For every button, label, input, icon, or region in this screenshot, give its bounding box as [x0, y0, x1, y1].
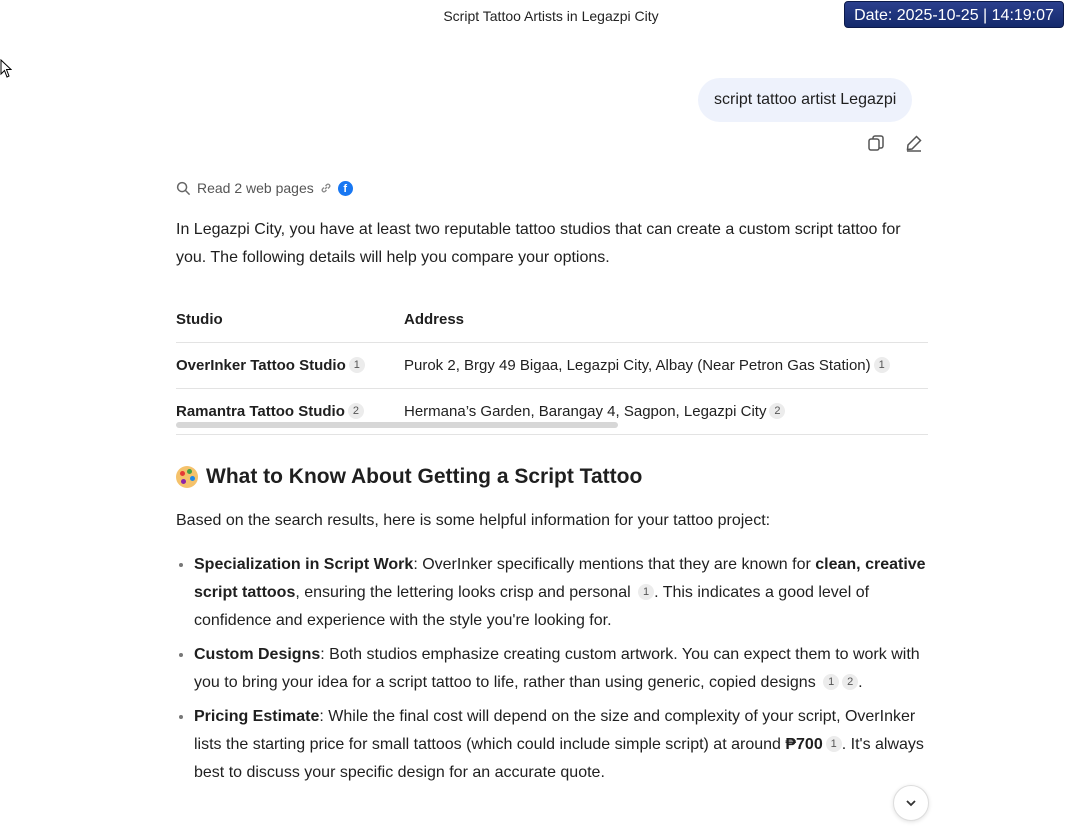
item-title: Custom Designs [194, 646, 321, 663]
item-text: : While the final cost will depend on the size and complexity of your script, OverInker lists the starting price for small tattoos (which could include simple script) at around [194, 708, 916, 753]
table-horizontal-scrollbar[interactable] [176, 422, 928, 428]
list-item [194, 641, 928, 697]
section-heading-text: What to Know About Getting a Script Tattoo [206, 465, 643, 488]
artist-palette-icon [176, 466, 198, 488]
pencil-icon[interactable] [904, 133, 924, 153]
studio-name: OverInker Tattoo Studio [176, 356, 346, 374]
address-cell [404, 343, 928, 389]
user-message-bubble: script tattoo artist Legazpi [698, 78, 912, 122]
item-emphasis: ₱700 [785, 736, 823, 753]
item-text: : Both studios emphasize creating custom artwork. You can expect them to work with you to bring your idea for a script tattoo to life, rather than using generic, copied designs [194, 646, 920, 691]
studio-address: Hermana’s Garden, Barangay 4, Sagpon, Legazpi City [404, 402, 767, 420]
section-intro: Based on the search results, here is some helpful information for your tattoo project: [176, 512, 771, 529]
studio-name: Ramantra Tattoo Studio [176, 402, 345, 420]
scroll-to-bottom-button[interactable] [893, 785, 929, 821]
list-item [194, 551, 928, 635]
citation-badge[interactable]: 2 [348, 403, 364, 419]
table-header-address: Address [404, 298, 928, 343]
date-time-badge: Date: 2025-10-25 | 14:19:07 [844, 1, 1064, 28]
copy-icon[interactable] [866, 133, 886, 153]
table-header-studio: Studio [176, 298, 404, 343]
item-title: Pricing Estimate [194, 708, 320, 725]
citation-badge[interactable]: 1 [826, 736, 842, 752]
item-text: : OverInker specifically mentions that they are known for [413, 556, 816, 573]
citation-badge[interactable]: 2 [769, 403, 785, 419]
section-heading [176, 461, 928, 493]
page-title: Script Tattoo Artists in Legazpi City [443, 8, 659, 24]
sources-label: Read 2 web pages [197, 180, 314, 196]
item-text: . It's always best to discuss your specific design for an accurate quote. [194, 736, 924, 781]
citation-badge[interactable]: 1 [823, 674, 839, 690]
item-title: Specialization in Script Work [194, 556, 414, 573]
citation-badge[interactable]: 1 [349, 357, 365, 373]
mouse-cursor-icon [0, 59, 12, 79]
chevron-down-icon [904, 796, 918, 810]
info-list [176, 551, 928, 787]
studio-address: Purok 2, Brgy 49 Bigaa, Legazpi City, Albay (Near Petron Gas Station) [404, 356, 871, 374]
scrollbar-thumb[interactable] [176, 422, 618, 428]
link-icon [320, 182, 332, 194]
citation-badge[interactable]: 2 [842, 674, 858, 690]
response-intro: In Legazpi City, you have at least two reputable tattoo studios that can create a custom script tattoo for you. The following details will help you compare your options. [176, 221, 901, 266]
studio-table [176, 298, 928, 435]
item-text: , ensuring the lettering looks crisp and personal [295, 584, 636, 601]
studio-cell [176, 343, 404, 389]
item-emphasis: clean, creative script tattoos [194, 556, 926, 601]
item-text: . [858, 674, 863, 691]
sources-read[interactable] [176, 180, 353, 196]
citation-badge[interactable]: 1 [638, 584, 654, 600]
top-bar [0, 0, 1065, 34]
facebook-icon: f [338, 181, 353, 196]
search-icon [176, 181, 191, 196]
assistant-response [176, 216, 928, 793]
citation-badge[interactable]: 1 [874, 357, 890, 373]
list-item [194, 703, 928, 787]
item-text: . This indicates a good level of confidence and experience with the style you're looking for. [194, 584, 870, 629]
table-row [176, 343, 928, 389]
